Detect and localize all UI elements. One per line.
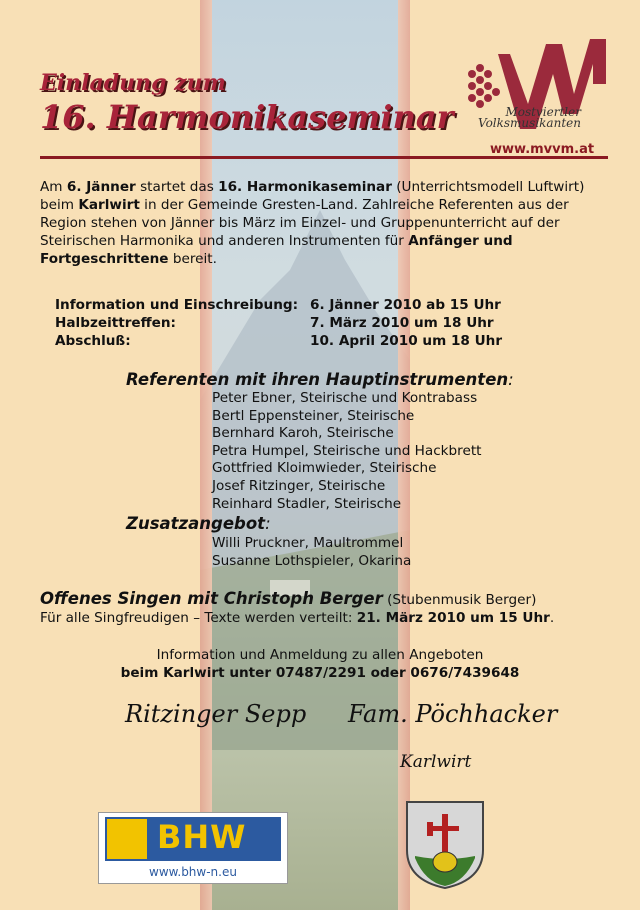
list-item: Susanne Lothspieler, Okarina xyxy=(212,552,412,569)
singen-title: Offenes Singen mit Christoph Berger xyxy=(40,589,383,608)
date-label: Information und Einschreibung: xyxy=(55,297,299,313)
bhw-name: BHW xyxy=(157,818,247,856)
date-value: 10. April 2010 um 18 Uhr xyxy=(310,333,503,349)
intro-bold: Anfänger und xyxy=(408,233,513,249)
intro-bold: 6. Jänner xyxy=(66,179,136,195)
date-value: 7. März 2010 um 18 Uhr xyxy=(310,315,494,331)
list-item: Peter Ebner, Steirische und Kontrabass xyxy=(212,390,478,406)
date-row xyxy=(55,332,502,350)
bhw-website-link[interactable]: www.bhw-n.eu xyxy=(149,865,237,879)
intro-text: Steirischen Harmonika und anderen Instrumenten für xyxy=(40,233,409,249)
referenten-list xyxy=(212,390,481,513)
referenten-heading xyxy=(126,370,514,389)
intro-text: Am xyxy=(40,179,67,195)
intro-bold: Karlwirt xyxy=(78,197,140,213)
contact-line1: Information und Anmeldung zu allen Angeboten xyxy=(156,647,484,663)
intro-text: startet das xyxy=(135,179,219,195)
date-value: 6. Jänner 2010 ab 15 Uhr xyxy=(310,297,501,313)
list-item: Gottfried Kloimwieder, Steirische xyxy=(212,460,437,477)
intro-text: Region stehen von Jänner bis März im Einzel- und Gruppenunterricht auf der xyxy=(40,215,560,231)
intro-text: in der Gemeinde Gresten-Land. Zahlreiche Referenten aus der xyxy=(139,197,569,213)
title-line-1: Einladung zum xyxy=(40,70,226,96)
intro-text: beim xyxy=(40,197,79,213)
zusatz-heading-text: Zusatzangebot xyxy=(126,514,266,533)
referenten-heading-text: Referenten mit ihren Hauptinstrumenten xyxy=(126,370,509,389)
date-row xyxy=(55,314,502,332)
zusatz-heading-colon: : xyxy=(265,514,271,533)
referenten-heading-colon: : xyxy=(508,370,514,389)
zusatz-heading xyxy=(126,514,271,533)
intro-text: bereit. xyxy=(168,251,217,267)
list-item: Willi Pruckner, Maultrommel xyxy=(212,535,404,551)
signature-left: Ritzinger Sepp xyxy=(125,700,307,728)
list-item: Bertl Eppensteiner, Steirische xyxy=(212,407,415,424)
logo-text xyxy=(478,107,581,129)
intro-bold: 16. Harmonikaseminar xyxy=(218,179,392,195)
coat-of-arms-icon xyxy=(405,800,485,890)
intro-bold: Fortgeschrittene xyxy=(40,251,169,267)
intro-text: (Unterrichtsmodell Luftwirt) xyxy=(391,179,585,195)
date-label: Abschluß: xyxy=(55,333,131,349)
singen-sub: (Stubenmusik Berger) xyxy=(382,592,537,608)
contact-line2: beim Karlwirt unter 07487/2291 oder 0676/7439648 xyxy=(120,665,520,681)
singen-dot: . xyxy=(549,610,555,626)
signature-right: Fam. Pöchhacker xyxy=(348,700,558,728)
singen-date: 21. März 2010 um 15 Uhr xyxy=(356,610,550,626)
singen-text: Für alle Singfreudigen – Texte werden verteilt: xyxy=(40,610,357,626)
date-row xyxy=(55,296,502,314)
list-item: Josef Ritzinger, Steirische xyxy=(212,477,386,494)
singen-section xyxy=(40,590,554,627)
bhw-logo xyxy=(98,812,288,884)
dates-table xyxy=(55,296,502,350)
bhw-people-icon xyxy=(107,819,147,859)
signature-right-sub: Karlwirt xyxy=(400,752,472,772)
list-item: Bernhard Karoh, Steirische xyxy=(212,425,394,442)
list-item: Reinhard Stadler, Steirische xyxy=(212,495,402,512)
zusatz-list xyxy=(212,535,411,570)
logo-text-line2: Volksmusikanten xyxy=(478,116,581,130)
band-edge-left xyxy=(200,0,212,910)
list-item: Petra Humpel, Steirische und Hackbrett xyxy=(212,442,482,459)
logo-text-line1: Mostviertler xyxy=(505,105,581,119)
intro-paragraph xyxy=(40,178,600,268)
date-label: Halbzeittreffen: xyxy=(55,315,176,331)
website-link[interactable]: www.mvvm.at xyxy=(490,142,595,157)
page-title: 16. Harmonikaseminar xyxy=(40,98,454,136)
contact-info xyxy=(0,646,640,682)
